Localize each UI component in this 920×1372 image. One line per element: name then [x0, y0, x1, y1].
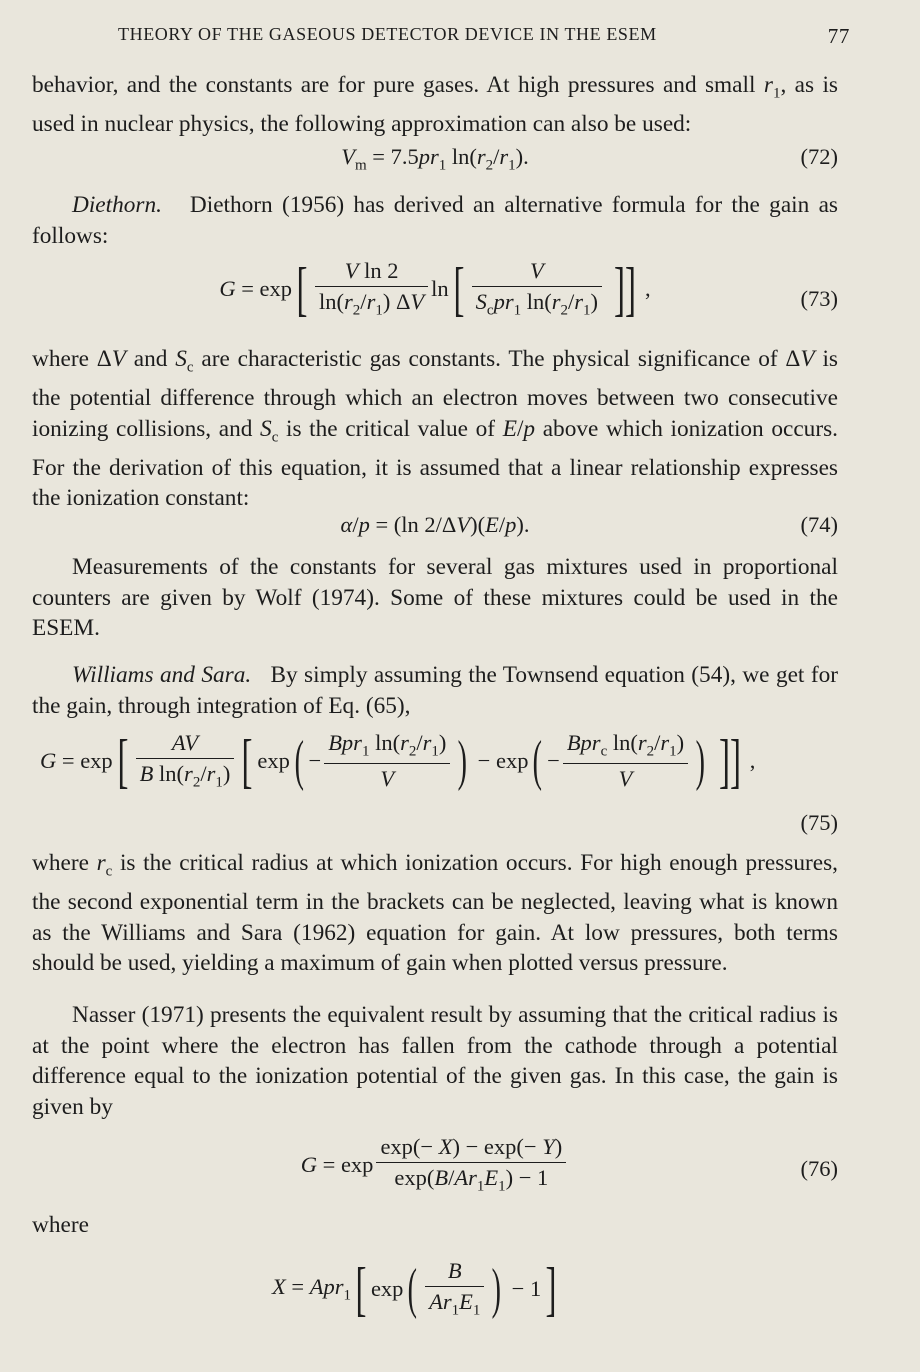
paragraph-5-text: By simply assuming the Townsend equation (54), we get for the gain, through integration of Eq. (65), [32, 662, 838, 719]
equation-74-body: α/p = (ln 2/ΔV)(E/p). [340, 512, 530, 537]
equation-75-number: (75) [800, 810, 838, 835]
equation-73 [32, 255, 838, 338]
paragraph-5 [32, 660, 838, 721]
page-number: 77 [827, 24, 850, 48]
equation-76-body: G = exp $\frac{\exp(- X) - \exp(- Y)}{\exp(B/Ar_1E_1) - 1}$ [32, 1134, 838, 1196]
paragraph-2-text: Diethorn (1956) has derived an alternative formula for the gain as follows: [32, 192, 838, 249]
paragraph-4: Measurements of the constants for several gas mixtures used in proportional counters are given by Wolf (1974). Some of these mixtures could be used in the ESEM. [32, 554, 838, 641]
equation-75-body: G = exp[ $\frac{AV}{B \ln(r_2/r_1)}$ [ exp( − $\frac{Bpr_1 \ln(r_2/r_1)}{V}$ ) − exp( − $\frac{Bpr_c \ln(r_2/r_1)}{V}$ ) ]] , [40, 727, 756, 794]
equation-76 [32, 1134, 838, 1204]
equation-72-number: (72) [800, 144, 838, 169]
equation-74 [32, 512, 838, 542]
paragraph-1: behavior, and the constants are for pure gases. At high pressures and small $r_1$, as is used in nuclear physics, the following approximation can also be used: [32, 72, 838, 138]
paragraph-7: Nasser (1971) presents the equivalent result by assuming that the critical radius is at the point where the electron has fallen from the cathode through a potential difference equal to the ionization potential of the given gas. In this case, the gain is given by [32, 1002, 838, 1120]
equation-75 [32, 727, 838, 840]
paragraph-2 [32, 190, 838, 251]
paragraph-8: where [32, 1212, 89, 1238]
paragraph-5-heading: Williams and Sara. [72, 662, 252, 688]
running-title: THEORY OF THE GASEOUS DETECTOR DEVICE IN THE ESEM [118, 24, 657, 44]
equation-x-definition [32, 1255, 838, 1338]
equation-73-body: G = exp[ $\frac{\text{V ln 2}}{\ln(r_2/r_1) \Delta V}$ ln[ $\frac{V}{S_cpr_1 \ln(r_2/r_1)}$ ]] , [219, 255, 651, 322]
paragraph-6: where $r_c$ is the critical radius at which ionization occurs. For high enough pressures, the second exponential term in the brackets can be neglected, leaving what is known as the Williams and Sara (1962) equation for gain. At low pressures, both terms should be used, yielding a maximum of gain when plotted versus pressure. [32, 850, 838, 977]
equation-76-number: (76) [800, 1156, 838, 1181]
paragraph-3: where ΔV and $S_c$ are characteristic gas constants. The physical significance of ΔV is the potential difference through which an electron moves between two consecutive ionizing collisions, and $S_c$ is the critical value of E/p above which ionization occurs. For the derivation of this equation, it is assumed that a linear relationship expresses the ionization constant: [32, 346, 838, 512]
equation-72-body: $V_m = 7.5pr_1$ $\ln(r_2/r_1)$. [341, 144, 529, 174]
paragraph-2-heading: Diethorn. [72, 192, 162, 218]
equation-73-number: (73) [800, 286, 838, 311]
equation-74-number: (74) [800, 512, 838, 537]
equation-x-body: X = Apr$_1$[ exp( $\frac{B}{Ar_1E_1}$ ) − 1] [272, 1255, 557, 1322]
equation-72 [32, 144, 838, 174]
